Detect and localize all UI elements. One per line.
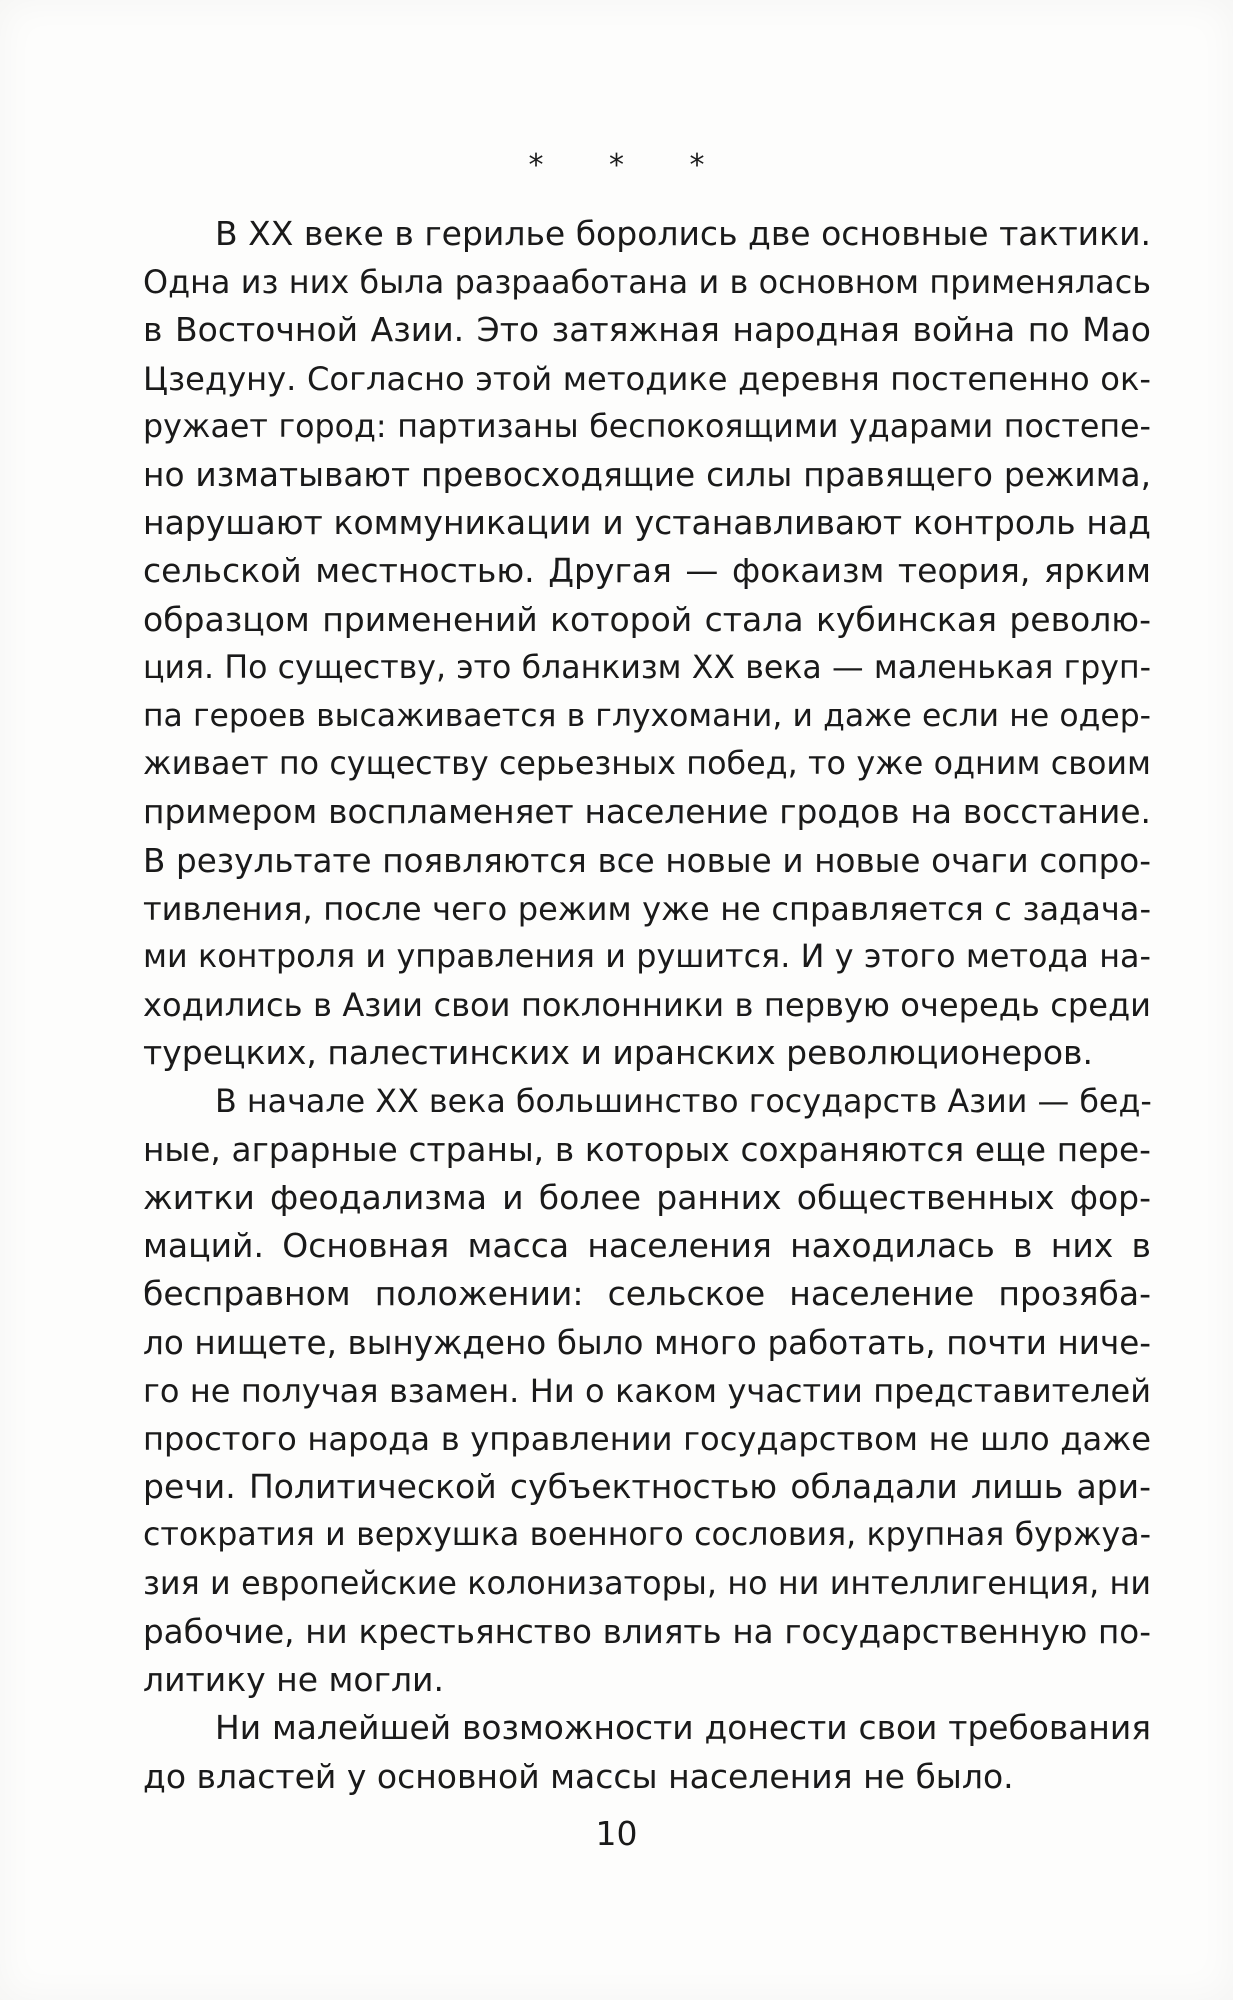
text-line: примером воспламеняет население гродов на восстание. <box>143 793 1151 832</box>
text-line: маций. Основная масса населения находилась в них в <box>143 1226 1151 1266</box>
text-line: ружает город: партизаны беспокоящими ударами постепе- <box>143 408 1151 445</box>
text-line: житки феодализма и более ранних общественных фор- <box>143 1178 1151 1218</box>
paragraph-2 <box>143 1078 1151 1705</box>
body-text <box>143 210 1151 1801</box>
paragraph-3 <box>143 1704 1151 1800</box>
page-number: 10 <box>595 1814 638 1853</box>
text-line: нарушают коммуникации и устанавливают контроль над <box>143 503 1151 543</box>
text-line: литику не могли. <box>143 1660 444 1700</box>
text-line: Одна из них была разрааботана и в основном применялась <box>143 263 1151 302</box>
text-line: ми контроля и управления и рушится. И у этого метода на- <box>143 938 1151 976</box>
text-line: ция. По существу, это бланкизм XX века — маленькая груп- <box>143 649 1151 686</box>
text-line: В XX веке в герилье боролись две основные тактики. <box>215 214 1151 253</box>
text-line: Ни малейшей возможности донести свои требования <box>215 1708 1151 1748</box>
text-line: турецких, палестинских и иранских революционеров. <box>143 1033 1093 1073</box>
text-line: тивления, после чего режим уже не справляется с задача- <box>143 889 1151 928</box>
text-line: живает по существу серьезных побед, то уже одним своим <box>143 746 1151 783</box>
text-line: В начале XX века большинство государств Азии — бед- <box>215 1083 1152 1120</box>
text-line: рабочие, ни крестьянство влиять на государственную по- <box>143 1612 1151 1651</box>
text-line: стократия и верхушка военного сословия, крупная буржуа- <box>143 1517 1151 1554</box>
text-line: простого народа в управлении государством не шло даже <box>143 1420 1151 1459</box>
text-line: в Восточной Азии. Это затяжная народная война по Мао <box>143 310 1151 350</box>
text-line: сельской местностью. Другая — фокаизм теория, ярким <box>143 551 1151 591</box>
section-separator: * * * <box>528 148 733 183</box>
text-line: образцом применений которой стала кубинская револю- <box>143 599 1151 639</box>
text-line: бесправном положении: сельское население прозяба- <box>143 1274 1151 1314</box>
text-line: ходились в Азии свои поклонники в первую очередь среди <box>143 986 1151 1025</box>
text-line: до властей у основной массы населения не было. <box>143 1756 1014 1796</box>
text-line: но изматывают превосходящие силы правящего режима, <box>143 456 1151 495</box>
text-line: ло нищете, вынуждено было много работать, почти ниче- <box>143 1323 1151 1362</box>
text-line: речи. Политической субъектностью обладали лишь ари- <box>143 1467 1151 1507</box>
text-line: зия и европейские колонизаторы, но ни интеллигенция, ни <box>143 1564 1151 1602</box>
text-line: па героев высаживается в глухомани, и даже если не одер- <box>143 698 1151 735</box>
text-line: В результате появляются все новые и новые очаги сопро- <box>143 841 1151 880</box>
text-line: ные, аграрные страны, в которых сохраняются еще пере- <box>143 1130 1151 1169</box>
paragraph-1 <box>143 210 1151 1078</box>
text-line: го не получая взамен. Ни о каком участии представителей <box>143 1371 1151 1410</box>
text-line: Цзедуну. Согласно этой методике деревня постепенно ок- <box>143 359 1151 398</box>
